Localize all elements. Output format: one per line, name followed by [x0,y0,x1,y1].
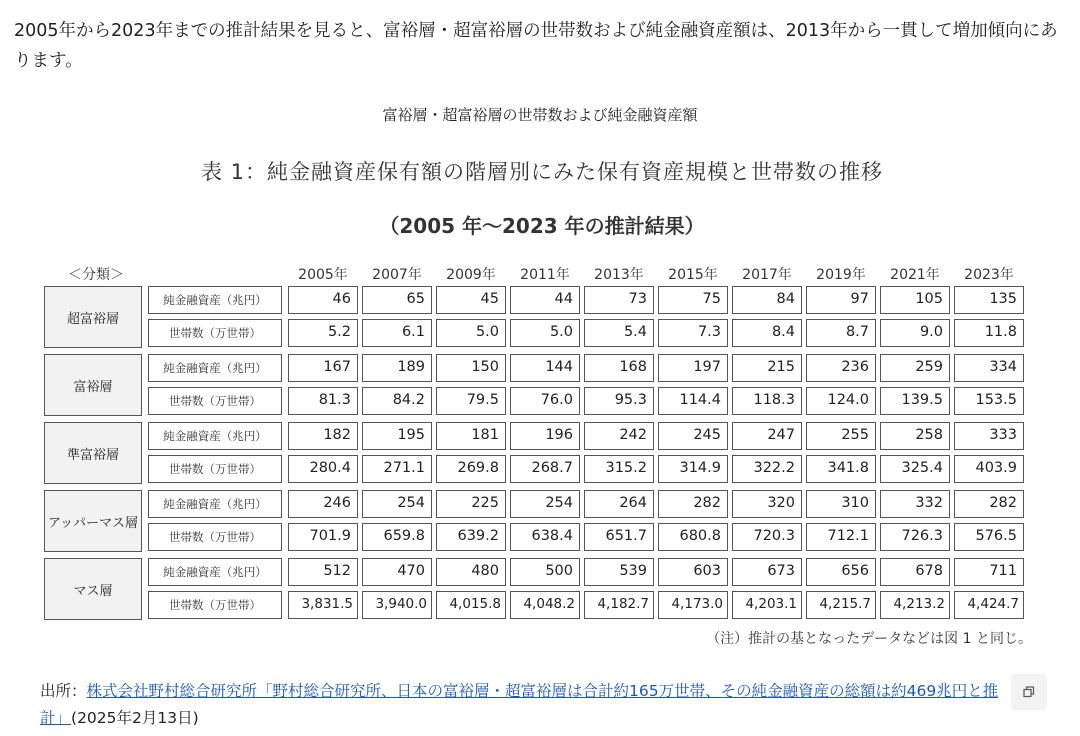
table-cell: 264 [584,490,654,518]
table-cell: 322.2 [732,455,802,483]
table-cell: 215 [732,354,802,382]
table-cell: 153.5 [954,387,1024,415]
year-header: 2019年 [816,267,866,283]
table-cell: 124.0 [806,387,876,415]
table-subtitle: （2005 年〜2023 年の推計結果） [379,214,705,238]
table-cell: 114.4 [658,387,728,415]
table-cell: 75 [658,286,728,314]
table-cell: 271.1 [362,455,432,483]
table-cell: 45 [436,286,506,314]
table-cell: 500 [510,558,580,586]
table-cell: 310 [806,490,876,518]
table-cell: 255 [806,422,876,450]
table-cell: 118.3 [732,387,802,415]
table-cell: 181 [436,422,506,450]
category-header: ＜分類＞ [68,267,124,283]
table-cell: 245 [658,422,728,450]
year-header: 2013年 [594,267,644,283]
table-cell: 639.2 [436,523,506,551]
table-cell: 242 [584,422,654,450]
table-cell: 656 [806,558,876,586]
table-cell: 4,203.1 [732,591,802,619]
table-cell: 65 [362,286,432,314]
table-cell: 5.0 [510,319,580,347]
table-cell: 651.7 [584,523,654,551]
table-cell: 480 [436,558,506,586]
table-note: （注）推計の基となったデータなどは図 1 と同じ。 [706,631,1032,647]
table-cell: 269.8 [436,455,506,483]
figure-caption: 富裕層・超富裕層の世帯数および純金融資産額 [382,106,698,124]
row-label: 世帯数（万世帯） [148,591,282,619]
table-cell: 282 [954,490,1024,518]
table-cell: 150 [436,354,506,382]
group-label: 富裕層 [44,354,142,416]
table-cell: 11.8 [954,319,1024,347]
table-cell: 139.5 [880,387,950,415]
table-cell: 197 [658,354,728,382]
row-label: 世帯数（万世帯） [148,387,282,415]
row-label: 純金融資産（兆円） [148,558,282,586]
table-cell: 4,424.7 [954,591,1024,619]
year-header: 2023年 [964,267,1014,283]
table-cell: 280.4 [288,455,358,483]
table-cell: 673 [732,558,802,586]
table-cell: 144 [510,354,580,382]
table-cell: 105 [880,286,950,314]
copy-icon [1023,686,1035,698]
table-cell: 9.0 [880,319,950,347]
table-cell: 95.3 [584,387,654,415]
copy-button[interactable] [1011,674,1047,710]
table-cell: 182 [288,422,358,450]
group-label: 超富裕層 [44,286,142,348]
row-label: 世帯数（万世帯） [148,523,282,551]
source-citation [40,678,1000,732]
table-cell: 638.4 [510,523,580,551]
table-cell: 4,015.8 [436,591,506,619]
table-cell: 576.5 [954,523,1024,551]
table-cell: 720.3 [732,523,802,551]
table-cell: 46 [288,286,358,314]
table-cell: 167 [288,354,358,382]
table-cell: 603 [658,558,728,586]
table-cell: 712.1 [806,523,876,551]
row-label: 純金融資産（兆円） [148,286,282,314]
table-cell: 189 [362,354,432,382]
table-cell: 3,940.0 [362,591,432,619]
table-cell: 334 [954,354,1024,382]
year-header: 2017年 [742,267,792,283]
table-cell: 254 [362,490,432,518]
table-cell: 4,048.2 [510,591,580,619]
row-label: 世帯数（万世帯） [148,455,282,483]
table-cell: 7.3 [658,319,728,347]
table-cell: 726.3 [880,523,950,551]
table-cell: 135 [954,286,1024,314]
table-cell: 470 [362,558,432,586]
data-table-figure [42,148,1042,658]
year-header: 2011年 [520,267,570,283]
table-cell: 325.4 [880,455,950,483]
table-cell: 333 [954,422,1024,450]
table-cell: 4,215.7 [806,591,876,619]
table-cell: 4,182.7 [584,591,654,619]
table-cell: 8.4 [732,319,802,347]
table-cell: 659.8 [362,523,432,551]
table-cell: 84.2 [362,387,432,415]
table-cell: 168 [584,354,654,382]
year-header: 2021年 [890,267,940,283]
table-cell: 76.0 [510,387,580,415]
row-label: 世帯数（万世帯） [148,319,282,347]
table-cell: 236 [806,354,876,382]
group-label: マス層 [44,558,142,620]
source-prefix: 出所： [40,682,87,700]
table-title: 表 1：純金融資産保有額の階層別にみた保有資産規模と世帯数の推移 [200,160,884,184]
table-cell: 81.3 [288,387,358,415]
table-cell: 315.2 [584,455,654,483]
row-label: 純金融資産（兆円） [148,354,282,382]
table-cell: 254 [510,490,580,518]
table-cell: 711 [954,558,1024,586]
row-label: 純金融資産（兆円） [148,422,282,450]
table-cell: 44 [510,286,580,314]
table-cell: 84 [732,286,802,314]
table-cell: 268.7 [510,455,580,483]
table-cell: 512 [288,558,358,586]
year-header: 2005年 [298,267,348,283]
table-cell: 314.9 [658,455,728,483]
table-cell: 196 [510,422,580,450]
table-cell: 680.8 [658,523,728,551]
table-cell: 5.4 [584,319,654,347]
table-cell: 97 [806,286,876,314]
table-cell: 246 [288,490,358,518]
table-cell: 5.2 [288,319,358,347]
table-cell: 259 [880,354,950,382]
source-link[interactable]: 株式会社野村総合研究所「野村総合研究所、日本の富裕層・超富裕層は合計約165万世帯、その純金融資産の総額は約469兆円と推計」 [40,682,999,727]
table-cell: 701.9 [288,523,358,551]
table-cell: 5.0 [436,319,506,347]
table-cell: 8.7 [806,319,876,347]
table-cell: 79.5 [436,387,506,415]
table-cell: 195 [362,422,432,450]
table-cell: 3,831.5 [288,591,358,619]
table-cell: 282 [658,490,728,518]
year-header: 2009年 [446,267,496,283]
table-cell: 247 [732,422,802,450]
table-cell: 403.9 [954,455,1024,483]
year-header: 2007年 [372,267,422,283]
table-cell: 539 [584,558,654,586]
source-date: (2025年2月13日) [71,709,199,727]
table-cell: 341.8 [806,455,876,483]
group-label: アッパーマス層 [44,490,142,552]
table-cell: 225 [436,490,506,518]
table-cell: 678 [880,558,950,586]
group-label: 準富裕層 [44,422,142,484]
table-cell: 4,173.0 [658,591,728,619]
table-cell: 4,213.2 [880,591,950,619]
table-cell: 258 [880,422,950,450]
intro-paragraph: 2005年から2023年までの推計結果を見ると、富裕層・超富裕層の世帯数および純金融資産額は、2013年から一貫して増加傾向にあります。 [14,21,1058,71]
table-cell: 320 [732,490,802,518]
year-header: 2015年 [668,267,718,283]
row-label: 純金融資産（兆円） [148,490,282,518]
table-cell: 332 [880,490,950,518]
table-cell: 6.1 [362,319,432,347]
table-cell: 73 [584,286,654,314]
